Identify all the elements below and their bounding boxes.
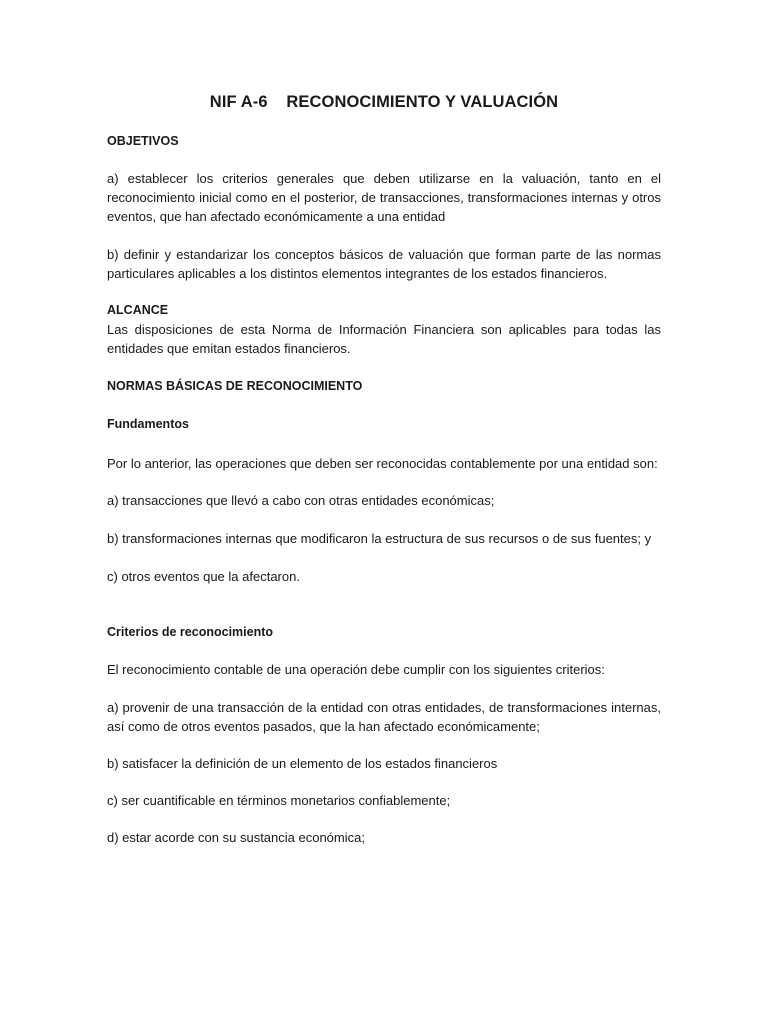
criterios-item-a: a) provenir de una transacción de la entidad con otras entidades, de transformaciones internas, así como de otros eventos pasados, que la han afectado económicamente;: [107, 700, 661, 734]
objetivos-item-a: a) establecer los criterios generales que deben utilizarse en la valuación, tanto en el reconocimiento inicial como en el posterior, de transacciones, transformaciones internas y otros eventos, que han afectado económicamente a una entidad: [107, 171, 661, 224]
objetivos-heading: OBJETIVOS: [107, 134, 179, 148]
criterios-intro: El reconocimiento contable de una operación debe cumplir con los siguientes criterios:: [107, 662, 605, 677]
alcance-text: Las disposiciones de esta Norma de Información Financiera son aplicables para todas las entidades que emitan estados financieros.: [107, 322, 661, 356]
normas-item-a: a) transacciones que llevó a cabo con otras entidades económicas;: [107, 493, 495, 508]
objetivos-item-b: b) definir y estandarizar los conceptos básicos de valuación que forman parte de las normas particulares aplicables a los distintos elementos integrantes de los estados financieros.: [107, 247, 661, 281]
fundamentos-heading: Fundamentos: [107, 417, 189, 431]
criterios-item-b: b) satisfacer la definición de un elemento de los estados financieros: [107, 756, 498, 771]
alcance-heading: ALCANCE: [107, 303, 169, 317]
criterios-heading: Criterios de reconocimiento: [107, 625, 274, 639]
normas-item-b: b) transformaciones internas que modificaron la estructura de sus recursos o de sus fuentes; y: [107, 531, 652, 546]
document-page: [107, 93, 661, 847]
normas-item-c: c) otros eventos que la afectaron.: [107, 569, 300, 584]
document-title: NIF A-6 RECONOCIMIENTO Y VALUACIÓN: [209, 93, 559, 111]
normas-heading: NORMAS BÁSICAS DE RECONOCIMIENTO: [107, 379, 363, 393]
criterios-item-c: c) ser cuantificable en términos monetarios confiablemente;: [107, 793, 451, 808]
criterios-item-d: d) estar acorde con su sustancia económica;: [107, 830, 365, 845]
normas-intro: Por lo anterior, las operaciones que deben ser reconocidas contablemente por una entidad son:: [107, 456, 658, 471]
